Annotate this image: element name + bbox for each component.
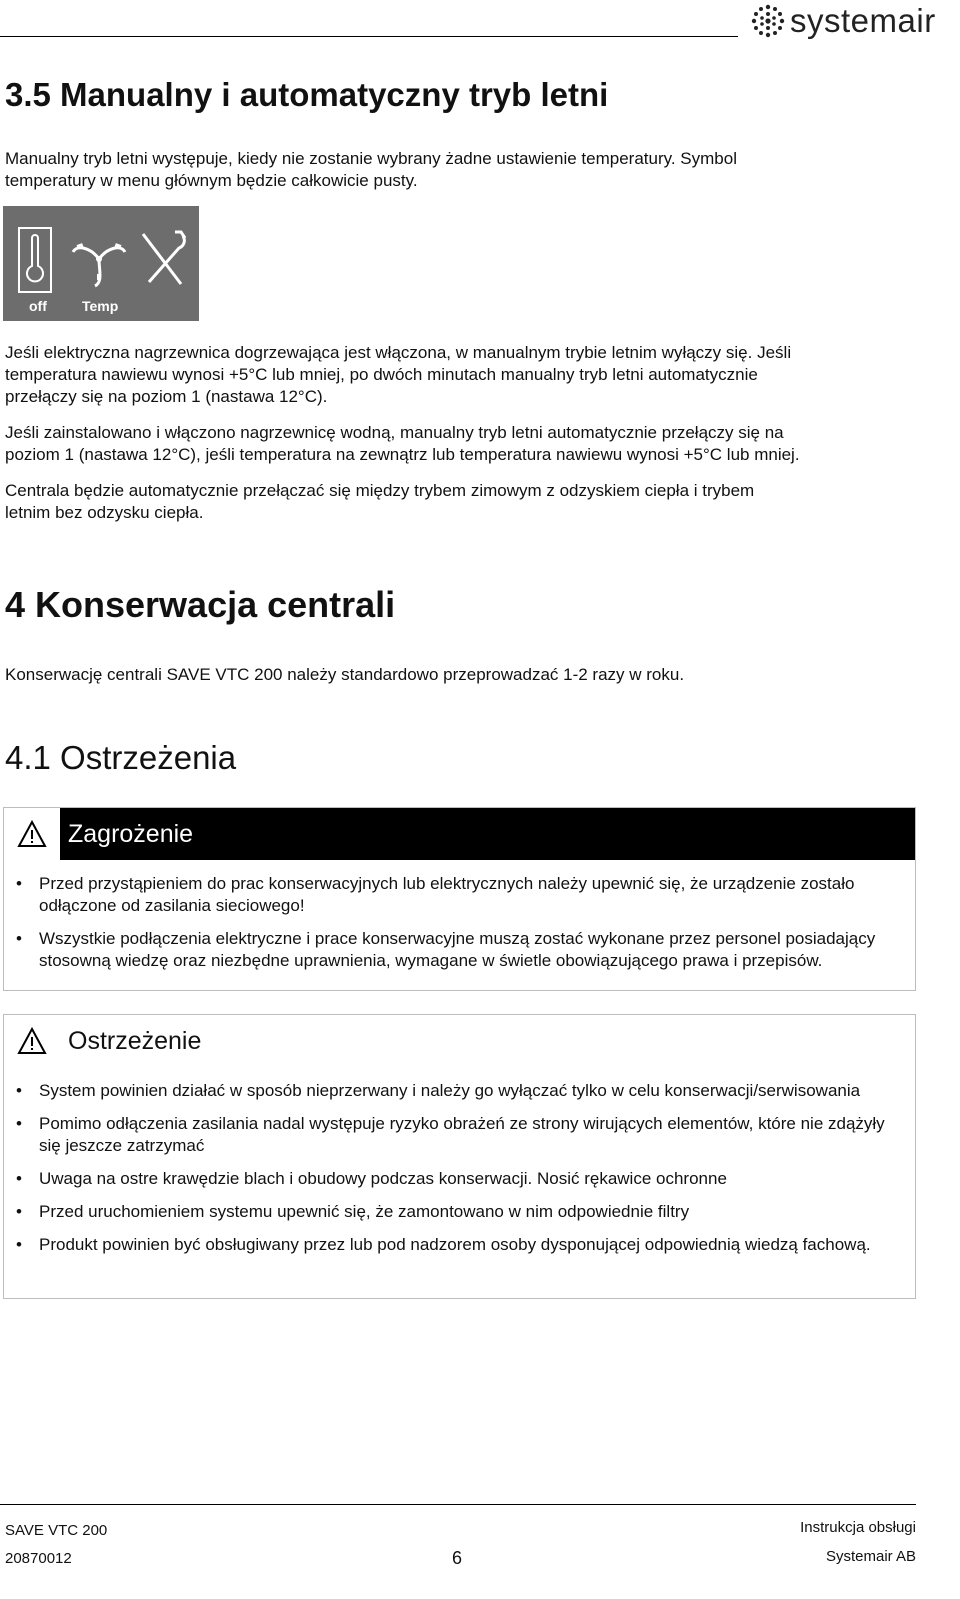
footer-company: Systemair AB <box>825 1548 916 1565</box>
label-off: off <box>29 298 47 314</box>
warning-icon-cell <box>4 1015 60 1067</box>
danger-box <box>3 807 916 991</box>
footer-doc-number: 20870012 <box>5 1550 72 1567</box>
list-item: • System powinien działać w sposób nieprzerwany i należy go wyłączać tylko w celu konserwacji/serwisowania <box>4 1080 889 1102</box>
paragraph-line: letnim bez odzysku ciepła. <box>5 503 204 522</box>
paragraph-line: poziom 1 (nastawa 12°C), jeśli temperatura na zewnątrz lub temperatura nawiewu wynosi +5°C lub mniej. <box>5 445 800 464</box>
page-number: 6 <box>452 1548 463 1568</box>
paragraph-line: temperatura nawiewu wynosi +5°C lub mniej, po dwóch minutach manualny tryb letni automatycznie <box>5 365 758 384</box>
list-item: • Wszystkie podłączenia elektryczne i prace konserwacyjne muszą zostać wykonane przez personel posiadający stosowną wiedzę oraz niezbędne uprawnienia, wymagane w świetle obowiązującego prawa i przepisów. <box>4 928 889 972</box>
warning-list <box>4 1067 915 1256</box>
section-heading-4-1: 4.1 Ostrzeżenia <box>5 739 237 776</box>
thermometer-icon <box>15 226 55 296</box>
list-item: • Produkt powinien być obsługiwany przez lub pod nadzorem osoby dysponującej odpowiednią wiedzą fachową. <box>4 1234 889 1256</box>
intro-line: temperatury w menu głównym będzie całkowicie pusty. <box>5 171 418 190</box>
paragraph-line: Centrala będzie automatycznie przełączać się między trybem zimowym z odzyskiem ciepła i trybem <box>5 481 755 500</box>
list-item: • Przed uruchomieniem systemu upewnić się, że zamontowano w nim odpowiednie filtry <box>4 1201 889 1223</box>
footer-product: SAVE VTC 200 <box>5 1522 108 1539</box>
paragraph-electric-heater <box>5 342 935 408</box>
paragraph-line: przełączy się na poziom 1 (nastawa 12°C). <box>5 387 328 406</box>
danger-list <box>4 860 915 972</box>
paragraph-water-heater <box>5 422 935 466</box>
section-heading-3-5: 3.5 Manualny i automatyczny tryb letni <box>5 76 609 113</box>
list-item: • Uwaga na ostre krawędzie blach i obudowy podczas konserwacji. Nosić rękawice ochronne <box>4 1168 889 1190</box>
warning-box <box>3 1014 916 1299</box>
list-item: • Pomimo odłączenia zasilania nadal występuje ryzyko obrażeń ze strony wirujących elementów, które nie zdążyły się jeszcze zatrzymać <box>4 1113 889 1157</box>
footer-rule <box>0 1504 916 1505</box>
danger-icon-cell <box>4 808 60 860</box>
warning-triangle-icon <box>17 1027 47 1055</box>
warning-header <box>4 1015 915 1067</box>
systemair-logo-icon <box>750 3 786 39</box>
warning-title: Ostrzeżenie <box>68 1026 202 1055</box>
section-heading-4: 4 Konserwacja centrali <box>5 584 396 625</box>
warning-triangle-icon <box>17 820 47 848</box>
brand-name: systemair <box>790 2 936 39</box>
footer-doc-type: Instrukcja obsługi <box>800 1519 916 1536</box>
paragraph-line: Jeśli elektryczna nagrzewnica dogrzewająca jest włączona, w manualnym trybie letnim wyłączy się. Jeśli <box>5 343 792 362</box>
intro-paragraph <box>5 148 935 192</box>
paragraph-auto-switch <box>5 480 935 524</box>
summer-mode-display-panel <box>3 206 199 321</box>
header-rule <box>0 36 738 37</box>
label-temp: Temp <box>82 298 119 314</box>
maintenance-frequency-text: Konserwację centrali SAVE VTC 200 należy standardowo przeprowadzać 1-2 razy w roku. <box>5 665 685 684</box>
intro-line: Manualny tryb letni występuje, kiedy nie zostanie wybrany żadne ustawienie temperatury. Symbol <box>5 149 737 168</box>
paragraph-line: Jeśli zainstalowano i włączono nagrzewnicę wodną, manualny tryb letni automatycznie przełączy się na <box>5 423 784 442</box>
danger-header <box>4 808 915 860</box>
danger-title: Zagrożenie <box>68 819 194 848</box>
list-item: • Przed przystąpieniem do prac konserwacyjnych lub elektrycznych należy upewnić się, że urządzenie zostało odłączone od zasilania sieciowego! <box>4 873 889 917</box>
brand-logo <box>750 2 936 40</box>
tools-icon <box>137 228 189 290</box>
fan-icon <box>69 230 129 288</box>
